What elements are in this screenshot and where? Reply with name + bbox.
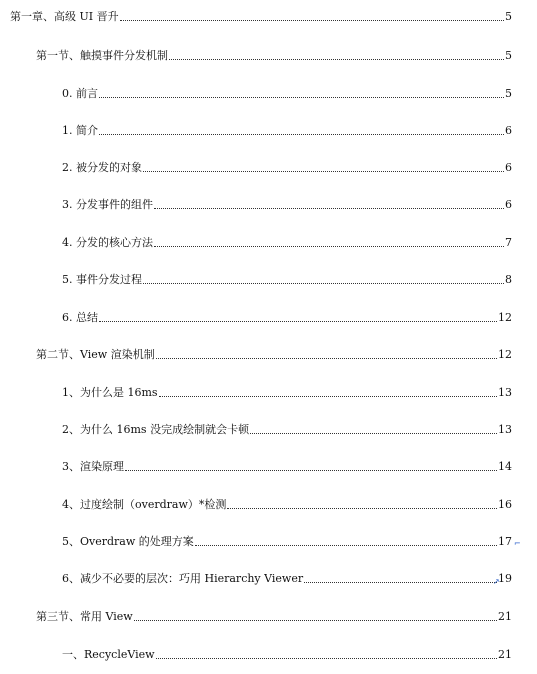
- toc-entry-label: 1. 简介: [62, 124, 98, 137]
- toc-entry-lag-cause[interactable]: [62, 423, 512, 437]
- toc-entry-overdraw-detection[interactable]: [62, 498, 512, 512]
- toc-leader-dots: [120, 20, 504, 21]
- toc-entry-label: 3、渲染原理: [62, 460, 124, 473]
- toc-entry-label: 0. 前言: [62, 87, 98, 100]
- toc-leader-dots: [156, 658, 497, 659]
- toc-leader-dots: [125, 470, 497, 471]
- toc-page-number: 7: [505, 236, 512, 249]
- toc-leader-dots: [304, 582, 497, 583]
- toc-entry-render-principle[interactable]: [62, 460, 512, 474]
- toc-page-number: 13: [498, 386, 512, 399]
- toc-leader-dots: [99, 97, 504, 98]
- toc-entry-label: 6. 总结: [62, 311, 98, 324]
- toc-entry-recycleview[interactable]: [62, 648, 512, 662]
- toc-entry-label: 第一章、高级 UI 晋升: [10, 10, 119, 23]
- toc-entry-label: 4. 分发的核心方法: [62, 236, 153, 249]
- toc-page-number: 21: [498, 648, 512, 661]
- toc-leader-dots: [134, 620, 497, 621]
- toc-page-number: 5: [505, 10, 512, 23]
- toc-leader-dots: [154, 246, 504, 247]
- toc-entry-summary[interactable]: [62, 311, 512, 325]
- toc-leader-dots: [154, 208, 504, 209]
- toc-page-number: 8: [505, 273, 512, 286]
- toc-leader-dots: [227, 508, 497, 509]
- toc-entry-core-methods[interactable]: [62, 236, 512, 250]
- toc-page-number: 12: [498, 311, 512, 324]
- toc-leader-dots: [143, 283, 504, 284]
- toc-leader-dots: [143, 171, 504, 172]
- toc-entry-hierarchy-viewer[interactable]: [62, 572, 512, 586]
- margin-arrow-icon: ⌐: [514, 539, 521, 548]
- toc-entry-label: 第一节、触摸事件分发机制: [36, 49, 168, 62]
- toc-entry-label: 5. 事件分发过程: [62, 273, 142, 286]
- toc-entry-section-2[interactable]: [36, 348, 512, 362]
- toc-entry-label: 4、过度绘制（overdraw）*检测: [62, 498, 227, 511]
- toc-entry-preface[interactable]: [62, 87, 512, 101]
- toc-entry-introduction[interactable]: [62, 124, 512, 138]
- toc-entry-why-16ms[interactable]: [62, 386, 512, 400]
- toc-page-number: 19: [498, 572, 512, 585]
- toc-page-number: 6: [505, 161, 512, 174]
- toc-entry-label: 一、RecycleView: [62, 648, 155, 661]
- toc-page-number: 5: [505, 87, 512, 100]
- toc-page-number: 6: [505, 124, 512, 137]
- toc-entry-label: 5、Overdraw 的处理方案: [62, 535, 194, 548]
- toc-page-number: 5: [505, 49, 512, 62]
- toc-page-number: 17: [498, 535, 512, 548]
- toc-entry-dispatch-components[interactable]: [62, 198, 512, 212]
- toc-leader-dots: [159, 396, 497, 397]
- margin-arrow-icon: ↗: [493, 577, 500, 586]
- toc-page-number: 12: [498, 348, 512, 361]
- toc-page-number: 6: [505, 198, 512, 211]
- toc-entry-label: 2. 被分发的对象: [62, 161, 142, 174]
- toc-leader-dots: [250, 433, 497, 434]
- toc-leader-dots: [99, 321, 497, 322]
- toc-entry-section-1[interactable]: [36, 49, 512, 63]
- toc-leader-dots: [169, 59, 504, 60]
- toc-entry-label: 3. 分发事件的组件: [62, 198, 153, 211]
- toc-page-number: 21: [498, 610, 512, 623]
- toc-page-number: 16: [498, 498, 512, 511]
- toc-page-number: 14: [498, 460, 512, 473]
- toc-page-number: 13: [498, 423, 512, 436]
- toc-entry-label: 第二节、View 渲染机制: [36, 348, 155, 361]
- toc-entry-label: 6、减少不必要的层次：巧用 Hierarchy Viewer: [62, 572, 304, 585]
- toc-leader-dots: [99, 134, 504, 135]
- toc-entry-label: 1、为什么是 16ms: [62, 386, 158, 399]
- toc-entry-dispatch-process[interactable]: [62, 273, 512, 287]
- toc-entry-dispatched-objects[interactable]: [62, 161, 512, 175]
- toc-entry-overdraw-solutions[interactable]: [62, 535, 512, 549]
- toc-leader-dots: [156, 358, 497, 359]
- toc-entry-section-3[interactable]: [36, 610, 512, 624]
- toc-entry-label: 第三节、常用 View: [36, 610, 133, 623]
- toc-leader-dots: [195, 545, 497, 546]
- toc-entry-label: 2、为什么 16ms 没完成绘制就会卡顿: [62, 423, 250, 436]
- toc-entry-chapter-1[interactable]: [10, 10, 512, 24]
